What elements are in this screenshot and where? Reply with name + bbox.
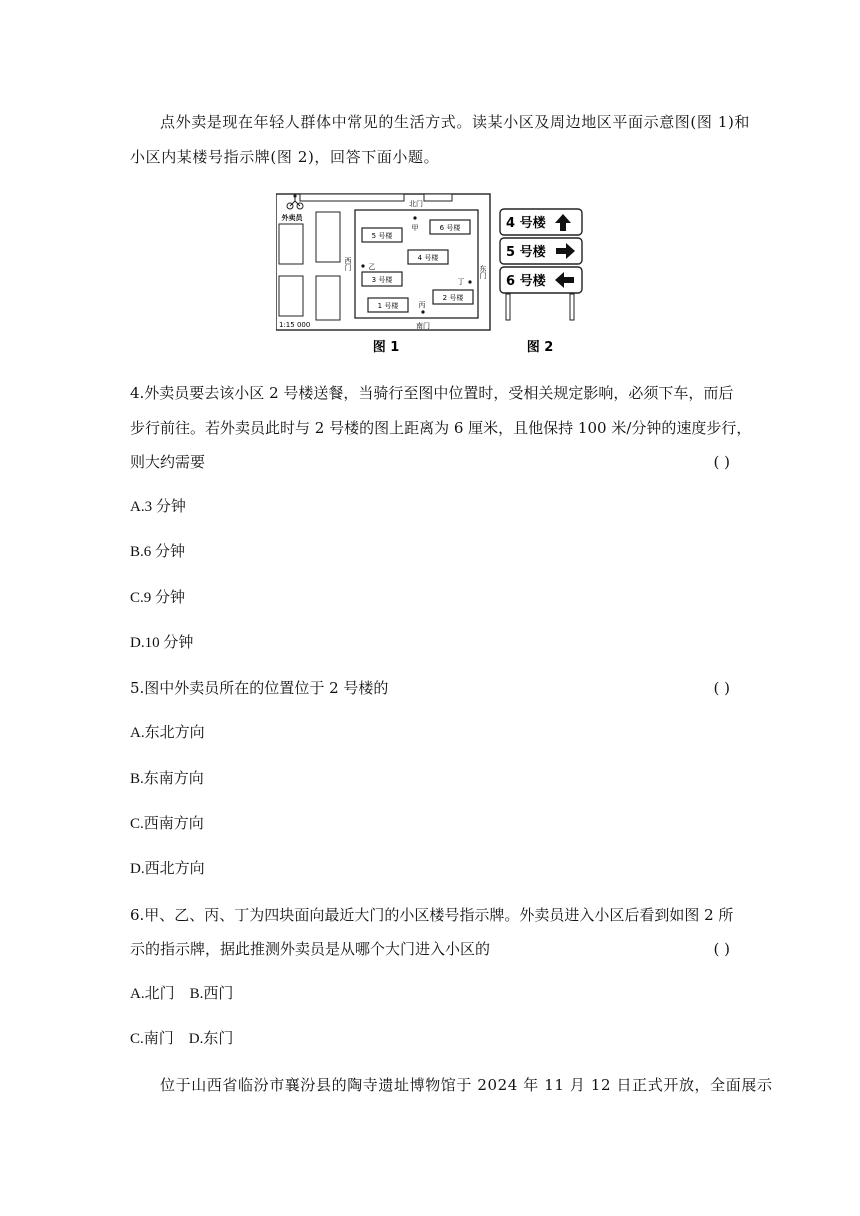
q5-option-d: D.西北方向 (130, 861, 205, 877)
sign-4-label: 4 号楼 (506, 216, 546, 231)
courier-label: 外卖员 (281, 214, 303, 222)
sign-5-label: 5 号楼 (506, 245, 546, 260)
q6-line-1: 6.甲、乙、丙、丁为四块面向最近大门的小区楼号指示牌。外卖员进入小区后看到如图 2 所 (130, 906, 734, 924)
building-5-label: 5 号楼 (371, 232, 393, 240)
sign-6-label: 6 号楼 (506, 274, 546, 289)
q5-option-b: B.东南方向 (130, 771, 204, 787)
map-scale: 1:15 000 (279, 321, 311, 329)
q4-option-b: B.6 分钟 (130, 544, 186, 560)
south-gate-label: 南门 (416, 322, 430, 330)
figure1-map (276, 194, 490, 330)
q4-line-2: 步行前往。若外卖员此时与 2 号楼的图上距离为 6 厘米，且他保持 100 米/分钟的速度步行， (130, 419, 752, 437)
q4-answer-blank: ( ) (713, 453, 730, 471)
building-2-label: 2 号楼 (442, 294, 464, 302)
q5-option-a: A.东北方向 (130, 725, 205, 741)
q4-option-c: C.9 分钟 (130, 590, 186, 606)
building-3-label: 3 号楼 (371, 276, 393, 284)
q4-line-3 (130, 451, 730, 473)
figure2-caption: 图 2 (526, 340, 554, 355)
q6-answer-blank: ( ) (713, 940, 730, 958)
q5-line-1 (130, 677, 730, 699)
sign-ding-label: 丁 (457, 278, 465, 286)
q6-stem-end: 示的指示牌，据此推测外卖员是从哪个大门进入小区的 (130, 940, 491, 958)
west-gate-label: 西门 (344, 257, 352, 271)
intro-line-2: 小区内某楼号指示牌(图 2)，回答下面小题。 (130, 148, 440, 166)
sign-bing-label: 丙 (418, 301, 426, 309)
q6-options-row-2: C.南门 D.东门 (130, 1031, 234, 1047)
east-gate-label: 东门 (479, 265, 487, 279)
figure2-signpost (500, 209, 582, 320)
q4-option-a: A.3 分钟 (130, 499, 186, 515)
north-gate-label: 北门 (409, 200, 423, 208)
figure1-caption: 图 1 (372, 340, 400, 355)
building-6-label: 6 号楼 (439, 224, 461, 232)
q5-option-c: C.西南方向 (130, 816, 204, 832)
q4-stem-end: 则大约需要 (130, 453, 206, 471)
q6-line-2 (130, 938, 730, 960)
q5-stem: 5.图中外卖员所在的位置位于 2 号楼的 (130, 679, 389, 697)
next-intro-line-1: 位于山西省临汾市襄汾县的陶寺遗址博物馆于 2024 年 11 月 12 日正式开放，全面展示 (160, 1076, 773, 1094)
building-4-label: 4 号楼 (417, 254, 439, 262)
figure-area (276, 192, 586, 357)
q4-option-d: D.10 分钟 (130, 635, 194, 651)
map-figure (276, 192, 586, 357)
sign-jia-label: 甲 (411, 224, 419, 232)
building-1-label: 1 号楼 (377, 302, 399, 310)
q4-line-1: 4.外卖员要去该小区 2 号楼送餐，当骑行至图中位置时，受相关规定影响，必须下车，而后 (130, 384, 734, 402)
intro-line-1: 点外卖是现在年轻人群体中常见的生活方式。读某小区及周边地区平面示意图(图 1)和 (160, 113, 751, 131)
sign-yi-label: 乙 (368, 263, 376, 271)
q6-options-row-1: A.北门 B.西门 (130, 986, 234, 1002)
q5-answer-blank: ( ) (713, 679, 730, 697)
